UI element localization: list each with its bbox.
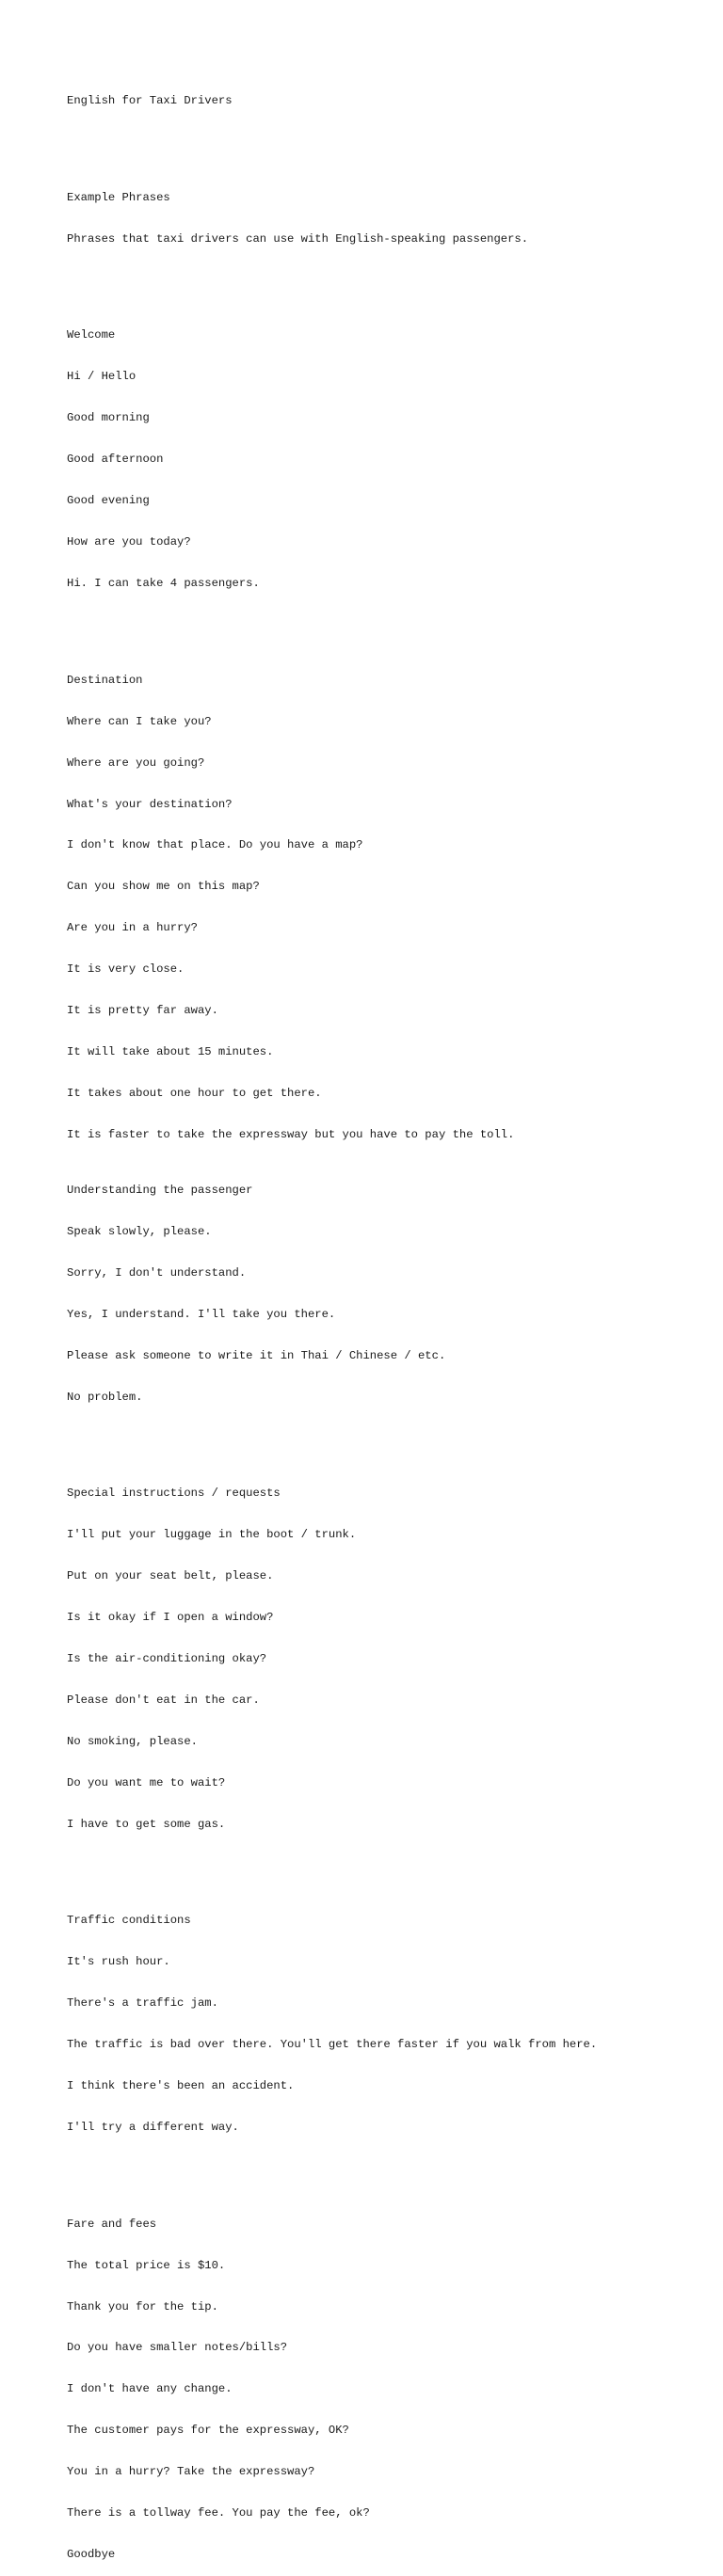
- understanding-heading: Understanding the passenger: [67, 1183, 253, 1197]
- traffic-phrase: There's a traffic jam.: [67, 1996, 218, 2011]
- welcome-phrase: Hi / Hello: [67, 370, 137, 384]
- welcome-phrase: Good morning: [67, 411, 150, 425]
- fare-phrase: Do you have smaller notes/bills?: [67, 2341, 288, 2355]
- destination-phrase: It will take about 15 minutes.: [67, 1045, 274, 1059]
- welcome-phrase: Good afternoon: [67, 453, 164, 467]
- traffic-phrase: I think there's been an accident.: [67, 2079, 295, 2093]
- destination-phrase: Are you in a hurry?: [67, 921, 198, 935]
- document-body: [67, 67, 707, 2576]
- fare-heading: Fare and fees: [67, 2217, 157, 2231]
- special-phrase: Is the air-conditioning okay?: [67, 1651, 267, 1665]
- spacer: [67, 618, 707, 632]
- destination-phrase: It is pretty far away.: [67, 1004, 218, 1018]
- understanding-phrase: Please ask someone to write it in Thai / Chinese / etc.: [67, 1348, 446, 1362]
- welcome-heading: Welcome: [67, 328, 116, 342]
- welcome-phrase: Good evening: [67, 494, 150, 508]
- fare-phrase: The total price is $10.: [67, 2258, 226, 2272]
- fare-phrase: Thank you for the tip.: [67, 2299, 218, 2314]
- spacer: [67, 1431, 707, 1445]
- traffic-heading: Traffic conditions: [67, 1914, 191, 1928]
- destination-phrase: It takes about one hour to get there.: [67, 1087, 322, 1101]
- special-phrase: I have to get some gas.: [67, 1817, 226, 1831]
- welcome-phrase: How are you today?: [67, 535, 191, 549]
- fare-phrase: You in a hurry? Take the expressway?: [67, 2465, 315, 2479]
- destination-phrase: It is very close.: [67, 962, 185, 977]
- understanding-phrase: Speak slowly, please.: [67, 1224, 212, 1238]
- special-heading: Special instructions / requests: [67, 1487, 281, 1501]
- goodbye-heading: Goodbye: [67, 2548, 116, 2562]
- welcome-phrase: Hi. I can take 4 passengers.: [67, 577, 260, 591]
- destination-heading: Destination: [67, 673, 143, 687]
- destination-phrase: What's your destination?: [67, 797, 233, 811]
- special-phrase: Please don't eat in the car.: [67, 1693, 260, 1707]
- special-phrase: No smoking, please.: [67, 1734, 198, 1748]
- understanding-phrase: Yes, I understand. I'll take you there.: [67, 1307, 336, 1321]
- understanding-phrase: Sorry, I don't understand.: [67, 1265, 247, 1280]
- special-phrase: Put on your seat belt, please.: [67, 1569, 274, 1582]
- fare-phrase: The customer pays for the expressway, OK?: [67, 2424, 349, 2438]
- destination-phrase: I don't know that place. Do you have a map?: [67, 838, 363, 852]
- traffic-phrase: The traffic is bad over there. You'll get there faster if you walk from here.: [67, 2038, 598, 2052]
- destination-phrase: Can you show me on this map?: [67, 880, 260, 894]
- destination-phrase: Where are you going?: [67, 755, 205, 770]
- document-title: English for Taxi Drivers: [67, 94, 233, 108]
- spacer: [67, 1859, 707, 1873]
- understanding-phrase: No problem.: [67, 1390, 143, 1404]
- traffic-phrase: It's rush hour.: [67, 1955, 170, 1969]
- special-phrase: Do you want me to wait?: [67, 1775, 226, 1789]
- spacer: [67, 2162, 707, 2176]
- special-phrase: Is it okay if I open a window?: [67, 1610, 274, 1624]
- destination-phrase: It is faster to take the expressway but you have to pay the toll.: [67, 1128, 515, 1142]
- spacer: [67, 135, 707, 150]
- intro-heading: Example Phrases: [67, 190, 170, 204]
- traffic-phrase: I'll try a different way.: [67, 2121, 239, 2135]
- fare-phrase: There is a tollway fee. You pay the fee, ok?: [67, 2506, 370, 2520]
- special-phrase: I'll put your luggage in the boot / trunk.: [67, 1528, 357, 1542]
- fare-phrase: I don't have any change.: [67, 2382, 233, 2396]
- destination-phrase: Where can I take you?: [67, 714, 212, 728]
- spacer: [67, 274, 707, 288]
- intro-text: Phrases that taxi drivers can use with English-speaking passengers.: [67, 231, 529, 246]
